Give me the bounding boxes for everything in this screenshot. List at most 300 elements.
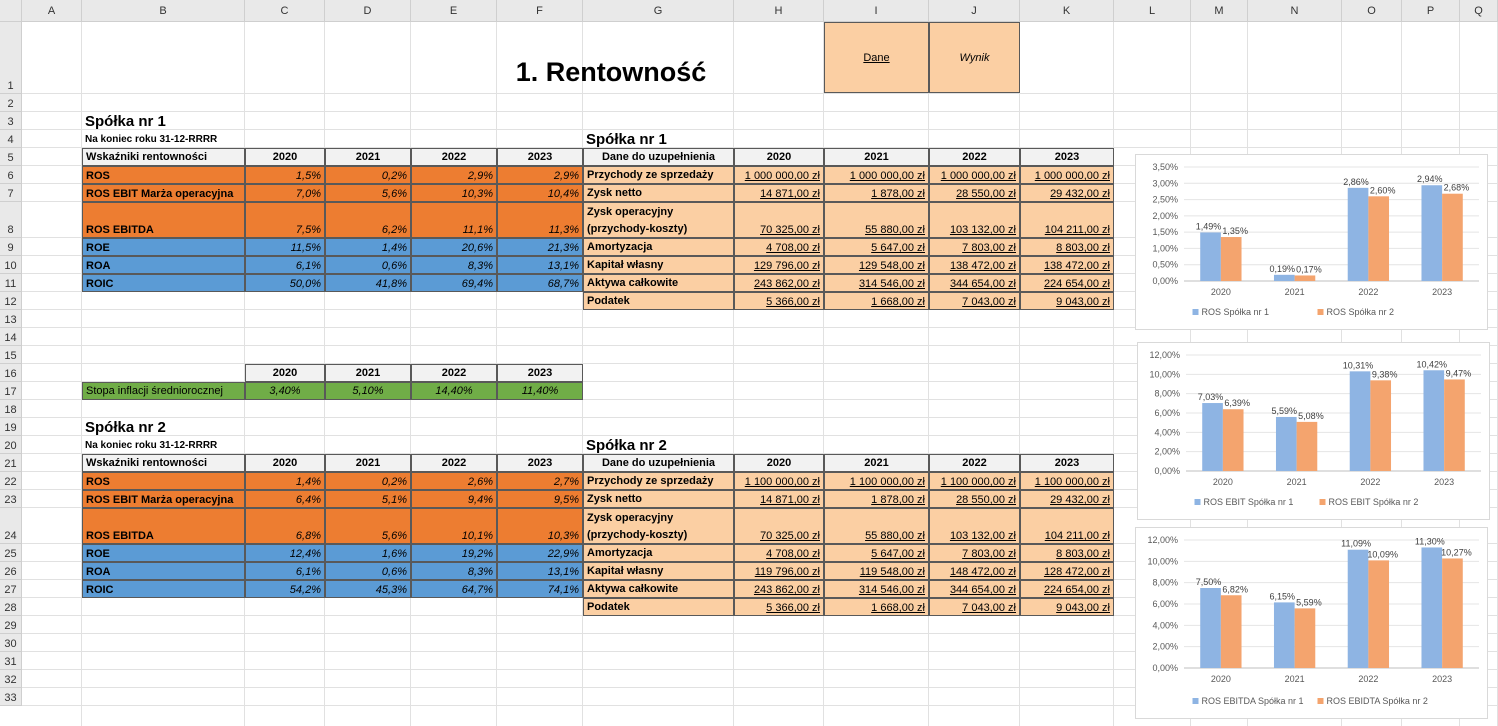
- indicator-value[interactable]: 12,4%: [245, 544, 325, 562]
- data-input-cell[interactable]: 8 803,00 zł: [1020, 544, 1114, 562]
- data-label: 2,94%: [1417, 174, 1443, 185]
- row-header[interactable]: 7: [0, 184, 22, 202]
- bar: [1200, 588, 1221, 668]
- indicator-name[interactable]: ROA: [82, 256, 245, 274]
- indicator-value[interactable]: 1,6%: [325, 544, 411, 562]
- column-header[interactable]: I: [824, 0, 929, 22]
- bar: [1421, 547, 1442, 668]
- x-tick-label: 2020: [1210, 287, 1231, 297]
- bar: [1350, 371, 1371, 471]
- data-label[interactable]: Aktywa całkowite: [583, 274, 734, 292]
- row-header[interactable]: 3: [0, 112, 22, 130]
- indicator-value[interactable]: 13,1%: [497, 562, 583, 580]
- data-input-cell[interactable]: 1 100 000,00 zł: [1020, 472, 1114, 490]
- year-header[interactable]: 2020: [734, 454, 824, 472]
- indicator-value[interactable]: 9,5%: [497, 490, 583, 508]
- data-label[interactable]: Zysk netto: [583, 184, 734, 202]
- data-input-cell[interactable]: 119 796,00 zł: [734, 562, 824, 580]
- data-label[interactable]: Podatek: [583, 292, 734, 310]
- data-input-cell[interactable]: 104 211,00 zł: [1020, 202, 1114, 238]
- legend-label: ROS EBIT Spółka nr 1: [1203, 497, 1294, 507]
- indicator-value[interactable]: 0,6%: [325, 562, 411, 580]
- indicator-value[interactable]: 19,2%: [411, 544, 497, 562]
- legend-wynik[interactable]: Wynik: [929, 22, 1020, 93]
- y-tick-label: 12,00%: [1149, 350, 1180, 360]
- y-tick-label: 8,00%: [1154, 388, 1180, 399]
- bar: [1442, 194, 1463, 281]
- data-table-heading[interactable]: Spółka nr 1: [586, 130, 667, 148]
- data-input-cell[interactable]: 138 472,00 zł: [1020, 256, 1114, 274]
- inflation-value[interactable]: 5,10%: [325, 382, 411, 400]
- data-input-cell[interactable]: 148 472,00 zł: [929, 562, 1020, 580]
- grid-line-col: [733, 22, 734, 726]
- inflation-year[interactable]: 2021: [325, 364, 411, 382]
- indicator-value[interactable]: 10,1%: [411, 508, 497, 544]
- indicator-value[interactable]: 2,6%: [411, 472, 497, 490]
- bar: [1348, 188, 1369, 281]
- data-input-cell[interactable]: 7 043,00 zł: [929, 292, 1020, 310]
- column-header[interactable]: M: [1191, 0, 1248, 22]
- indicator-value[interactable]: 22,9%: [497, 544, 583, 562]
- indicator-value[interactable]: 0,2%: [325, 166, 411, 184]
- bar: [1274, 602, 1295, 668]
- indicator-header[interactable]: Wskaźniki rentowności: [82, 148, 245, 166]
- indicator-value[interactable]: 10,3%: [411, 184, 497, 202]
- indicator-name[interactable]: ROIC: [82, 580, 245, 598]
- inflation-value[interactable]: 14,40%: [411, 382, 497, 400]
- indicator-value[interactable]: 7,5%: [245, 202, 325, 238]
- data-label: 7,50%: [1195, 577, 1222, 587]
- bar: [1200, 232, 1221, 281]
- data-label-line2: (przychody-koszty): [587, 222, 688, 235]
- data-input-cell[interactable]: 1 878,00 zł: [824, 184, 929, 202]
- indicator-value[interactable]: 1,5%: [245, 166, 325, 184]
- bar: [1297, 422, 1318, 471]
- row-header[interactable]: 27: [0, 580, 22, 598]
- indicator-value[interactable]: 6,8%: [245, 508, 325, 544]
- data-input-cell[interactable]: 28 550,00 zł: [929, 184, 1020, 202]
- indicator-value[interactable]: 5,6%: [325, 184, 411, 202]
- year-header[interactable]: 2022: [929, 454, 1020, 472]
- data-input-cell[interactable]: 1 668,00 zł: [824, 292, 929, 310]
- year-header[interactable]: 2022: [411, 148, 497, 166]
- indicator-name[interactable]: ROA: [82, 562, 245, 580]
- data-label[interactable]: Kapitał własny: [583, 256, 734, 274]
- data-input-cell[interactable]: 1 000 000,00 zł: [1020, 166, 1114, 184]
- column-header[interactable]: B: [82, 0, 245, 22]
- data-label: 11,30%: [1414, 536, 1445, 547]
- row-header[interactable]: 6: [0, 166, 22, 184]
- data-label: 2,68%: [1443, 182, 1470, 193]
- row-header[interactable]: 29: [0, 616, 22, 634]
- data-input-cell[interactable]: 1 668,00 zł: [824, 598, 929, 616]
- chart-svg: [1136, 528, 1489, 720]
- grid-line-col: [823, 22, 824, 726]
- data-label[interactable]: [583, 508, 734, 544]
- inflation-value[interactable]: 3,40%: [245, 382, 325, 400]
- data-input-cell[interactable]: 55 880,00 zł: [824, 508, 929, 544]
- indicator-value[interactable]: 6,1%: [245, 256, 325, 274]
- legend-label: ROS Spółka nr 2: [1326, 307, 1395, 317]
- year-header[interactable]: 2022: [929, 148, 1020, 166]
- data-input-cell[interactable]: 28 550,00 zł: [929, 490, 1020, 508]
- row-header[interactable]: 16: [0, 364, 22, 382]
- chart-svg: [1136, 155, 1489, 331]
- y-tick-label: 2,50%: [1152, 194, 1178, 205]
- row-header[interactable]: 20: [0, 436, 22, 454]
- data-input-cell[interactable]: 29 432,00 zł: [1020, 490, 1114, 508]
- row-header[interactable]: 14: [0, 328, 22, 346]
- inflation-year[interactable]: 2023: [497, 364, 583, 382]
- y-tick-label: 4,00%: [1152, 620, 1178, 631]
- column-header[interactable]: C: [245, 0, 325, 22]
- indicator-name[interactable]: ROS: [82, 472, 245, 490]
- inflation-label[interactable]: Stopa inflacji średniorocznej: [82, 382, 245, 400]
- y-tick-label: 0,00%: [1152, 663, 1178, 673]
- year-header[interactable]: 2020: [245, 454, 325, 472]
- column-header[interactable]: F: [497, 0, 583, 22]
- data-label[interactable]: Aktywa całkowite: [583, 580, 734, 598]
- data-input-cell[interactable]: 5 366,00 zł: [734, 292, 824, 310]
- y-tick-label: 6,00%: [1152, 599, 1178, 609]
- indicator-name[interactable]: ROS EBIT Marża operacyjna: [82, 184, 245, 202]
- page-title[interactable]: 1. Rentowność: [515, 57, 707, 87]
- row-header[interactable]: 1: [0, 22, 22, 94]
- row-header[interactable]: 9: [0, 238, 22, 256]
- data-input-cell[interactable]: 7 803,00 zł: [929, 544, 1020, 562]
- data-input-cell[interactable]: 1 000 000,00 zł: [734, 166, 824, 184]
- company-heading[interactable]: Spółka nr 1: [85, 112, 166, 130]
- bar: [1444, 379, 1465, 471]
- data-input-cell[interactable]: 4 708,00 zł: [734, 544, 824, 562]
- data-input-cell[interactable]: 314 546,00 zł: [824, 580, 929, 598]
- y-tick-label: 12,00%: [1147, 535, 1178, 545]
- indicator-name[interactable]: ROS EBITDA: [82, 202, 245, 238]
- column-header[interactable]: Q: [1460, 0, 1498, 22]
- legend-swatch: [1195, 499, 1201, 505]
- data-input-cell[interactable]: 5 366,00 zł: [734, 598, 824, 616]
- data-input-cell[interactable]: 344 654,00 zł: [929, 580, 1020, 598]
- year-header[interactable]: 2023: [1020, 148, 1114, 166]
- year-header[interactable]: 2020: [245, 148, 325, 166]
- indicator-value[interactable]: 1,4%: [325, 238, 411, 256]
- data-label: 9,38%: [1371, 369, 1398, 380]
- column-header[interactable]: A: [22, 0, 82, 22]
- row-header[interactable]: 26: [0, 562, 22, 580]
- indicator-value[interactable]: 2,9%: [411, 166, 497, 184]
- row-header[interactable]: 32: [0, 670, 22, 688]
- legend-swatch: [1318, 698, 1324, 704]
- row-header[interactable]: 12: [0, 292, 22, 310]
- row-header[interactable]: 2: [0, 94, 22, 112]
- indicator-value[interactable]: 1,4%: [245, 472, 325, 490]
- data-header[interactable]: Dane do uzupełnienia: [583, 454, 734, 472]
- select-all-corner[interactable]: [0, 0, 22, 22]
- chart-2[interactable]: [1137, 342, 1490, 520]
- data-label[interactable]: Kapitał własny: [583, 562, 734, 580]
- indicator-value[interactable]: 50,0%: [245, 274, 325, 292]
- indicator-value[interactable]: 45,3%: [325, 580, 411, 598]
- data-input-cell[interactable]: 1 100 000,00 zł: [824, 472, 929, 490]
- indicator-value[interactable]: 13,1%: [497, 256, 583, 274]
- year-header[interactable]: 2021: [824, 454, 929, 472]
- indicator-value[interactable]: 11,5%: [245, 238, 325, 256]
- legend-swatch: [1193, 698, 1199, 704]
- data-input-cell[interactable]: 104 211,00 zł: [1020, 508, 1114, 544]
- data-input-cell[interactable]: 7 803,00 zł: [929, 238, 1020, 256]
- indicator-value[interactable]: 5,1%: [325, 490, 411, 508]
- data-header[interactable]: Dane do uzupełnienia: [583, 148, 734, 166]
- year-header[interactable]: 2021: [824, 148, 929, 166]
- indicator-value[interactable]: 2,7%: [497, 472, 583, 490]
- year-header[interactable]: 2021: [325, 454, 411, 472]
- y-tick-label: 2,00%: [1152, 210, 1178, 221]
- data-input-cell[interactable]: 344 654,00 zł: [929, 274, 1020, 292]
- indicator-value[interactable]: 6,4%: [245, 490, 325, 508]
- indicator-value[interactable]: 20,6%: [411, 238, 497, 256]
- data-input-cell[interactable]: 119 548,00 zł: [824, 562, 929, 580]
- data-label: 5,59%: [1271, 405, 1298, 416]
- indicator-value[interactable]: 5,6%: [325, 508, 411, 544]
- y-tick-label: 1,50%: [1152, 227, 1178, 238]
- y-tick-label: 10,00%: [1147, 556, 1178, 567]
- row-header[interactable]: 19: [0, 418, 22, 436]
- data-input-cell[interactable]: 243 862,00 zł: [734, 580, 824, 598]
- data-label-line1: Zysk operacyjny: [587, 511, 674, 524]
- data-input-cell[interactable]: 14 871,00 zł: [734, 184, 824, 202]
- row-header[interactable]: 10: [0, 256, 22, 274]
- year-header[interactable]: 2023: [497, 454, 583, 472]
- data-input-cell[interactable]: 1 878,00 zł: [824, 490, 929, 508]
- indicator-value[interactable]: 8,3%: [411, 562, 497, 580]
- bar: [1421, 185, 1442, 281]
- inflation-year[interactable]: 2022: [411, 364, 497, 382]
- data-input-cell[interactable]: 224 654,00 zł: [1020, 580, 1114, 598]
- indicator-value[interactable]: 11,1%: [411, 202, 497, 238]
- x-tick-label: 2021: [1284, 287, 1305, 297]
- data-input-cell[interactable]: 14 871,00 zł: [734, 490, 824, 508]
- data-input-cell[interactable]: 128 472,00 zł: [1020, 562, 1114, 580]
- data-label: 0,17%: [1296, 264, 1322, 275]
- column-header[interactable]: N: [1248, 0, 1342, 22]
- data-label[interactable]: Przychody ze sprzedaży: [583, 166, 734, 184]
- row-header[interactable]: 5: [0, 148, 22, 166]
- data-label: 2,86%: [1343, 176, 1369, 187]
- indicator-value[interactable]: 9,4%: [411, 490, 497, 508]
- column-header[interactable]: J: [929, 0, 1020, 22]
- bar: [1295, 275, 1316, 281]
- data-input-cell[interactable]: 9 043,00 zł: [1020, 598, 1114, 616]
- chart-3[interactable]: [1135, 527, 1488, 719]
- chart-svg: [1138, 343, 1491, 521]
- y-tick-label: 3,50%: [1152, 162, 1178, 172]
- bar: [1223, 409, 1244, 471]
- inflation-year[interactable]: 2020: [245, 364, 325, 382]
- row-header[interactable]: 21: [0, 454, 22, 472]
- bar: [1276, 417, 1297, 471]
- data-input-cell[interactable]: 224 654,00 zł: [1020, 274, 1114, 292]
- x-tick-label: 2023: [1432, 287, 1453, 297]
- column-header[interactable]: D: [325, 0, 411, 22]
- data-label: 1,35%: [1222, 226, 1248, 237]
- column-header[interactable]: L: [1114, 0, 1191, 22]
- indicator-header[interactable]: Wskaźniki rentowności: [82, 454, 245, 472]
- row-header[interactable]: 30: [0, 634, 22, 652]
- indicator-value[interactable]: 11,3%: [497, 202, 583, 238]
- data-input-cell[interactable]: 29 432,00 zł: [1020, 184, 1114, 202]
- data-label: 6,15%: [1269, 591, 1296, 602]
- y-tick-label: 0,00%: [1152, 276, 1178, 286]
- indicator-value[interactable]: 10,4%: [497, 184, 583, 202]
- indicator-name[interactable]: ROE: [82, 238, 245, 256]
- row-header[interactable]: 8: [0, 202, 22, 238]
- data-label[interactable]: Zysk netto: [583, 490, 734, 508]
- indicator-name[interactable]: ROS: [82, 166, 245, 184]
- year-header[interactable]: 2023: [1020, 454, 1114, 472]
- bar: [1274, 275, 1295, 281]
- indicator-name[interactable]: ROS EBIT Marża operacyjna: [82, 490, 245, 508]
- indicator-value[interactable]: 54,2%: [245, 580, 325, 598]
- indicator-name[interactable]: ROS EBITDA: [82, 508, 245, 544]
- legend-swatch: [1318, 309, 1324, 315]
- data-input-cell[interactable]: 314 546,00 zł: [824, 274, 929, 292]
- y-tick-label: 2,00%: [1154, 446, 1180, 457]
- indicator-value[interactable]: 64,7%: [411, 580, 497, 598]
- data-input-cell[interactable]: 243 862,00 zł: [734, 274, 824, 292]
- x-tick-label: 2020: [1210, 674, 1231, 684]
- data-label[interactable]: Podatek: [583, 598, 734, 616]
- data-input-cell[interactable]: 129 796,00 zł: [734, 256, 824, 274]
- data-input-cell[interactable]: 1 100 000,00 zł: [929, 472, 1020, 490]
- data-label[interactable]: [583, 202, 734, 238]
- period-label[interactable]: Na koniec roku 31-12-RRRR: [85, 439, 218, 451]
- year-header[interactable]: 2021: [325, 148, 411, 166]
- legend-swatch: [1320, 499, 1326, 505]
- y-tick-label: 8,00%: [1152, 577, 1178, 588]
- data-label: 6,39%: [1224, 398, 1250, 409]
- data-input-cell[interactable]: 129 548,00 zł: [824, 256, 929, 274]
- row-header[interactable]: 15: [0, 346, 22, 364]
- company-heading[interactable]: Spółka nr 2: [85, 418, 166, 436]
- data-label[interactable]: Amortyzacja: [583, 544, 734, 562]
- row-header[interactable]: 18: [0, 400, 22, 418]
- data-label: 10,09%: [1367, 549, 1398, 560]
- data-label: 5,59%: [1296, 597, 1322, 608]
- data-label: 6,82%: [1222, 584, 1248, 595]
- indicator-value[interactable]: 6,2%: [325, 202, 411, 238]
- row-header[interactable]: 17: [0, 382, 22, 400]
- indicator-value[interactable]: 7,0%: [245, 184, 325, 202]
- row-header[interactable]: 33: [0, 688, 22, 706]
- data-input-cell[interactable]: 55 880,00 zł: [824, 202, 929, 238]
- y-tick-label: 1,00%: [1152, 243, 1178, 254]
- indicator-value[interactable]: 21,3%: [497, 238, 583, 256]
- data-input-cell[interactable]: 70 325,00 zł: [734, 508, 824, 544]
- data-input-cell[interactable]: 4 708,00 zł: [734, 238, 824, 256]
- column-header[interactable]: P: [1402, 0, 1460, 22]
- data-input-cell[interactable]: 138 472,00 zł: [929, 256, 1020, 274]
- legend-label: ROS EBIDTA Spółka nr 2: [1326, 696, 1428, 706]
- indicator-value[interactable]: 0,6%: [325, 256, 411, 274]
- y-tick-label: 4,00%: [1154, 427, 1180, 438]
- bar: [1221, 595, 1242, 668]
- data-input-cell[interactable]: 1 000 000,00 zł: [824, 166, 929, 184]
- data-table-heading[interactable]: Spółka nr 2: [586, 436, 667, 454]
- column-header[interactable]: H: [734, 0, 824, 22]
- bar: [1295, 608, 1316, 668]
- legend-label: ROS Spółka nr 1: [1201, 307, 1270, 317]
- data-label: 10,42%: [1416, 359, 1448, 370]
- data-input-cell[interactable]: 8 803,00 zł: [1020, 238, 1114, 256]
- indicator-value[interactable]: 68,7%: [497, 274, 583, 292]
- data-input-cell[interactable]: 103 132,00 zł: [929, 202, 1020, 238]
- data-input-cell[interactable]: 9 043,00 zł: [1020, 292, 1114, 310]
- period-label[interactable]: Na koniec roku 31-12-RRRR: [85, 133, 218, 145]
- data-label[interactable]: Przychody ze sprzedaży: [583, 472, 734, 490]
- x-tick-label: 2022: [1360, 477, 1381, 487]
- row-header[interactable]: 4: [0, 130, 22, 148]
- data-input-cell[interactable]: 103 132,00 zł: [929, 508, 1020, 544]
- data-input-cell[interactable]: 5 647,00 zł: [824, 238, 929, 256]
- year-header[interactable]: 2022: [411, 454, 497, 472]
- data-input-cell[interactable]: 5 647,00 zł: [824, 544, 929, 562]
- row-header[interactable]: 22: [0, 472, 22, 490]
- grid-line-col: [1019, 22, 1020, 726]
- indicator-value[interactable]: 8,3%: [411, 256, 497, 274]
- bar: [1442, 558, 1463, 668]
- data-input-cell[interactable]: 7 043,00 zł: [929, 598, 1020, 616]
- indicator-value[interactable]: 2,9%: [497, 166, 583, 184]
- indicator-name[interactable]: ROIC: [82, 274, 245, 292]
- year-header[interactable]: 2020: [734, 148, 824, 166]
- column-header[interactable]: K: [1020, 0, 1114, 22]
- data-label-line1: Zysk operacyjny: [587, 205, 674, 218]
- chart-1[interactable]: [1135, 154, 1488, 330]
- column-header[interactable]: O: [1342, 0, 1402, 22]
- data-input-cell[interactable]: 1 100 000,00 zł: [734, 472, 824, 490]
- legend-dane[interactable]: Dane: [824, 22, 929, 93]
- row-header[interactable]: 25: [0, 544, 22, 562]
- x-tick-label: 2023: [1432, 674, 1453, 684]
- row-header[interactable]: 23: [0, 490, 22, 508]
- row-header[interactable]: 28: [0, 598, 22, 616]
- x-tick-label: 2022: [1358, 674, 1379, 684]
- indicator-value[interactable]: 41,8%: [325, 274, 411, 292]
- row-header[interactable]: 11: [0, 274, 22, 292]
- indicator-value[interactable]: 74,1%: [497, 580, 583, 598]
- x-tick-label: 2021: [1284, 674, 1305, 684]
- indicator-name[interactable]: ROE: [82, 544, 245, 562]
- inflation-value[interactable]: 11,40%: [497, 382, 583, 400]
- column-header[interactable]: E: [411, 0, 497, 22]
- row-header[interactable]: 31: [0, 652, 22, 670]
- column-header[interactable]: G: [583, 0, 734, 22]
- row-header[interactable]: 13: [0, 310, 22, 328]
- bar: [1423, 370, 1444, 471]
- data-input-cell[interactable]: 70 325,00 zł: [734, 202, 824, 238]
- year-header[interactable]: 2023: [497, 148, 583, 166]
- indicator-value[interactable]: 10,3%: [497, 508, 583, 544]
- indicator-value[interactable]: 0,2%: [325, 472, 411, 490]
- grid-line-col: [928, 22, 929, 726]
- data-input-cell[interactable]: 1 000 000,00 zł: [929, 166, 1020, 184]
- indicator-value[interactable]: 69,4%: [411, 274, 497, 292]
- legend-label: ROS EBITDA Spółka nr 1: [1201, 696, 1304, 706]
- data-label[interactable]: Amortyzacja: [583, 238, 734, 256]
- data-label: 5,08%: [1298, 410, 1324, 421]
- row-header[interactable]: 24: [0, 508, 22, 544]
- indicator-value[interactable]: 6,1%: [245, 562, 325, 580]
